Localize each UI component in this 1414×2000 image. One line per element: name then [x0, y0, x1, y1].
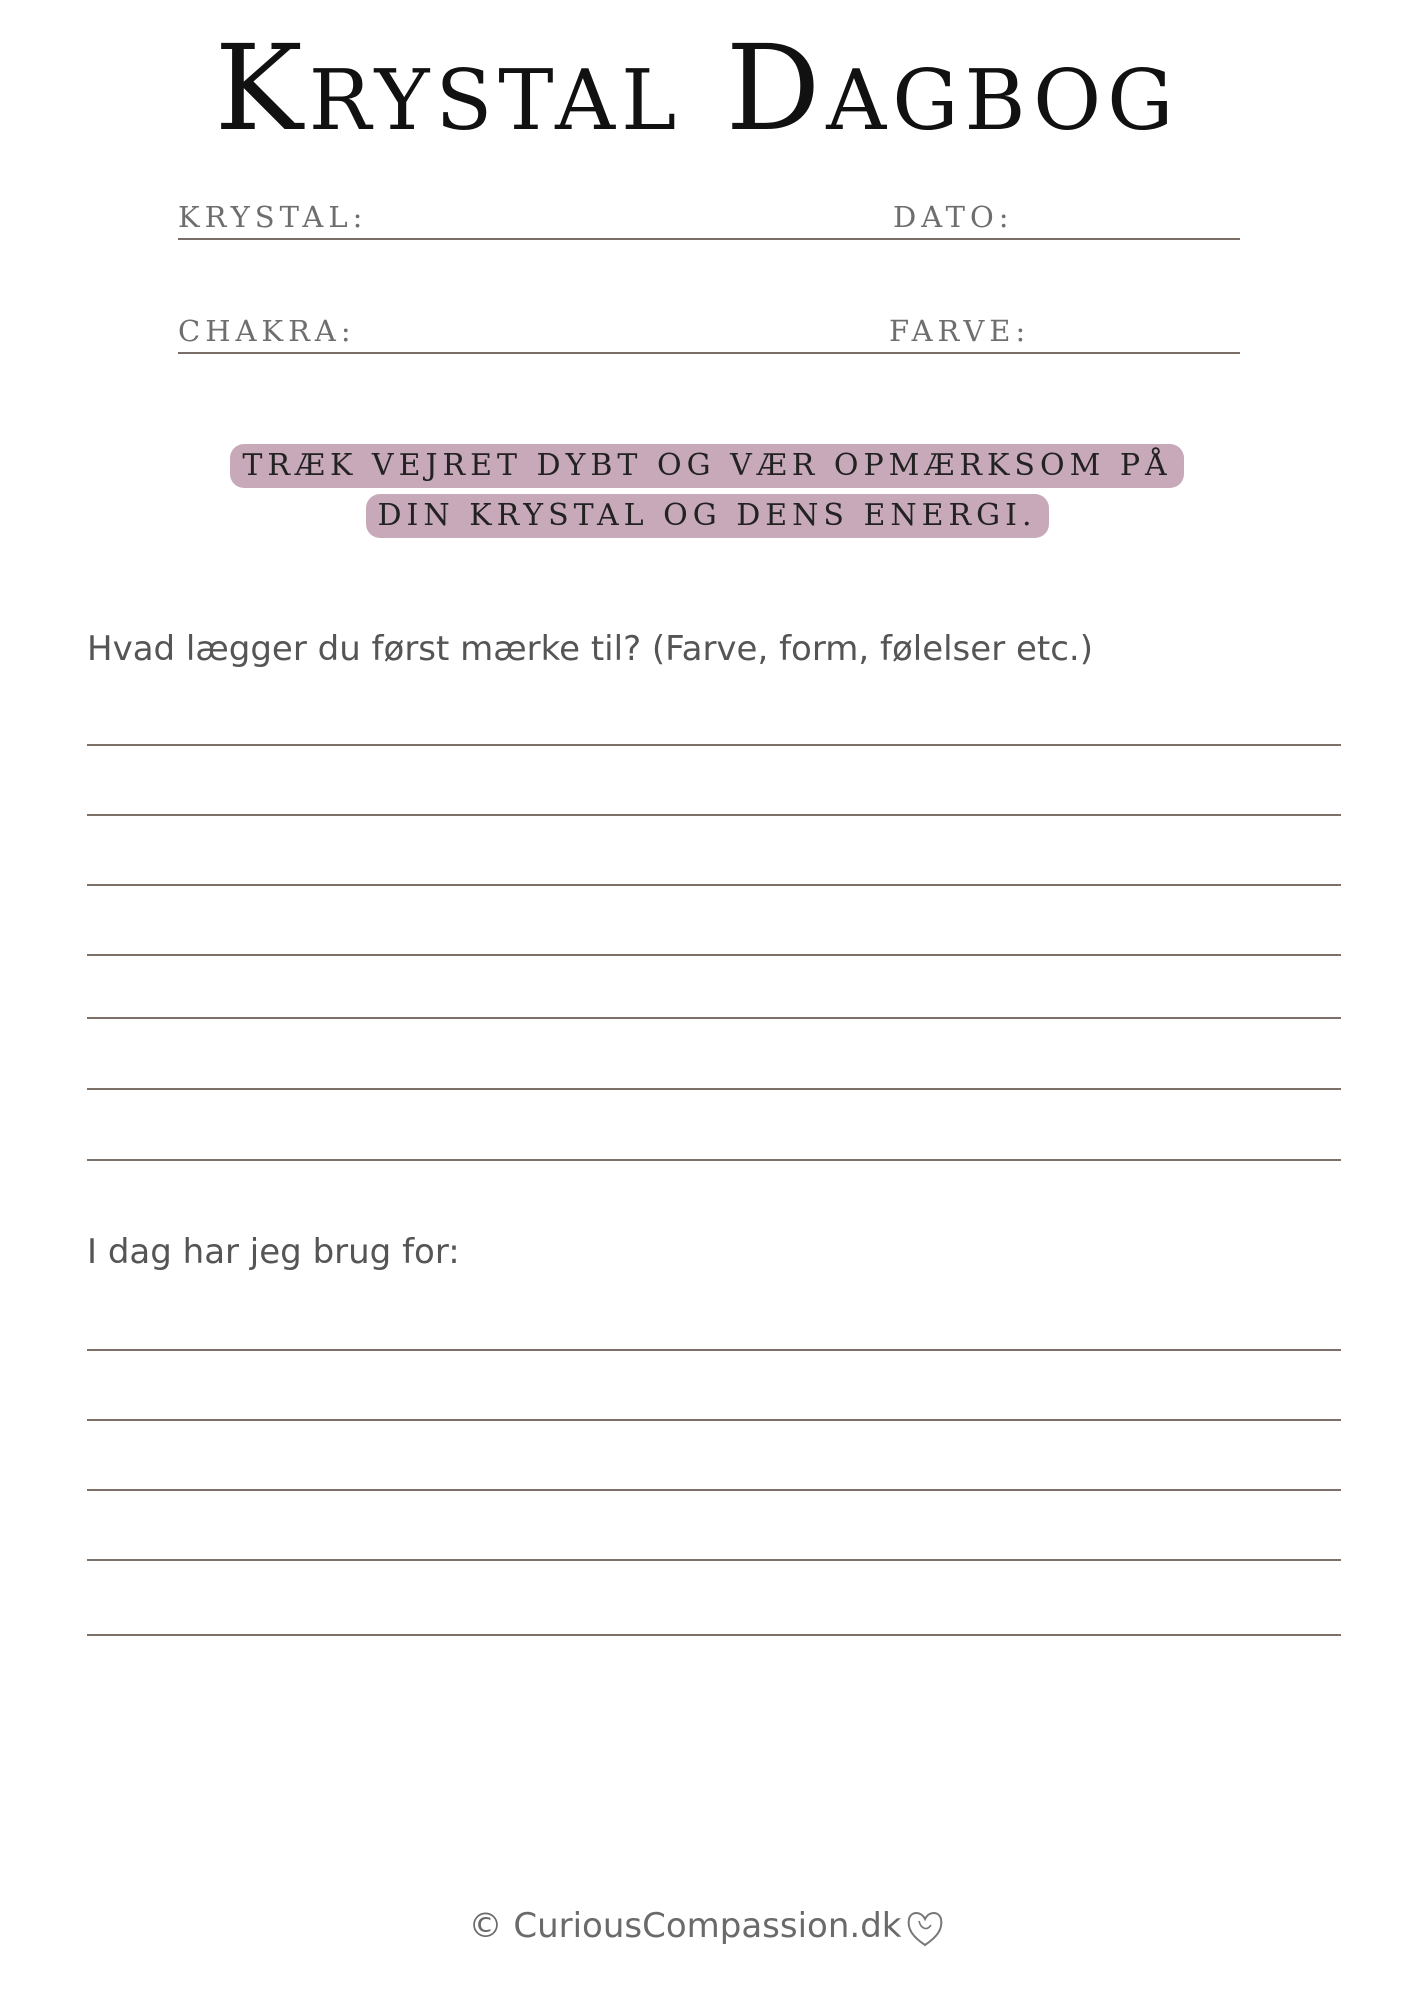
writing-line [87, 1159, 1341, 1161]
writing-line [87, 1419, 1341, 1421]
writing-line [87, 1088, 1341, 1090]
writing-line [87, 1489, 1341, 1491]
writing-line [87, 1634, 1341, 1636]
breathing-banner-line-2 [0, 494, 1414, 538]
prompt-first-notice: Hvad lægger du først mærke til? (Farve, form, følelser etc.) [87, 629, 1093, 669]
writing-line [87, 954, 1341, 956]
writing-line [87, 814, 1341, 816]
farve-label: FARVE: [889, 314, 1031, 348]
writing-line [87, 1349, 1341, 1351]
writing-line [87, 1559, 1341, 1561]
breathing-banner-line-1 [0, 444, 1414, 488]
field-row-chakra-farve [178, 302, 1240, 354]
writing-line [87, 884, 1341, 886]
prompt-today-need: I dag har jeg brug for: [87, 1232, 460, 1272]
footer [0, 1906, 1414, 1949]
banner-text-1: TRÆK VEJRET DYBT OG VÆR OPMÆRKSOM PÅ [230, 444, 1183, 488]
banner-text-2: DIN KRYSTAL OG DENS ENERGI. [366, 494, 1049, 538]
writing-line [87, 1017, 1341, 1019]
dato-label: DATO: [893, 200, 1014, 234]
field-row-krystal-dato [178, 188, 1240, 240]
chakra-label: CHAKRA: [178, 314, 356, 348]
copyright-text: © CuriousCompassion.dk [468, 1906, 902, 1946]
krystal-label: KRYSTAL: [178, 200, 368, 234]
page-title: Krystal Dagbog [214, 19, 1180, 157]
writing-line [87, 744, 1341, 746]
heart-doodle-icon [905, 1907, 945, 1949]
